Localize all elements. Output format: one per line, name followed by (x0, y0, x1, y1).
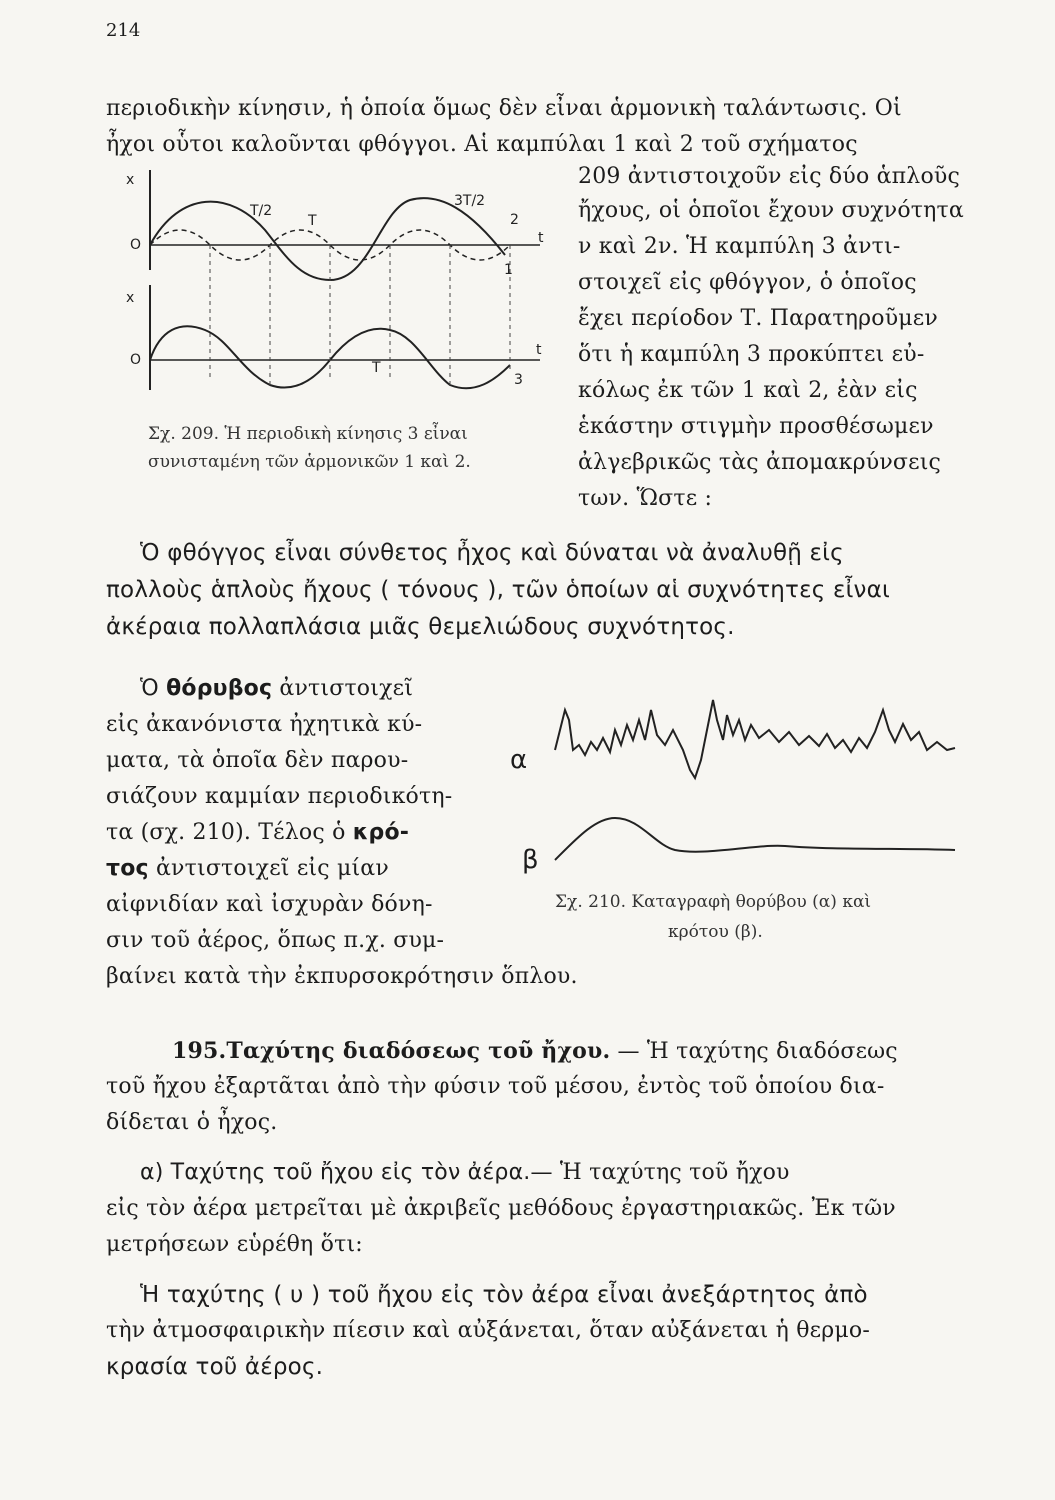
fig209-t-lower: T (372, 360, 381, 376)
rule1-line-2: πολλοὺς ἁπλοὺς ἤχους ( τόνους ), τῶν ὁποίων αἱ συχνότητες εἶναι (106, 577, 890, 603)
noise-l5a: τα (σχ. 210). Τέλος ὁ (106, 820, 353, 845)
noise-line-2: εἰς ἀκανόνιστα ἠχητικὰ κύ- (106, 712, 423, 737)
figure-210-noise-trace (555, 690, 960, 790)
figure-210-crack-trace (555, 810, 960, 870)
noise-term-krotos-a: κρό- (352, 820, 410, 845)
rule2-line-1: Ἡ ταχύτης ( υ ) τοῦ ἤχου εἰς τὸν ἀέρα εἶναι ἀνεξάρτητος ἀπὸ (140, 1282, 868, 1308)
noise-term-krotos-b: τος (106, 856, 149, 881)
fig210-caption-2: κρότου (β). (668, 922, 763, 942)
subheading-speed-air: α) Ταχύτης τοῦ ἤχου εἰς τὸν ἀέρα. (140, 1160, 531, 1185)
noise-line-1 (140, 676, 413, 701)
noise-line-3: ματα, τὰ ὁποῖα δὲν παρου- (106, 748, 409, 773)
fig209-curve-1 (150, 198, 505, 280)
section-195-line-6: μετρήσεων εὑρέθη ὅτι: (106, 1232, 363, 1257)
fig210-caption-1: Σχ. 210. Καταγραφὴ θορύβου (α) καὶ (555, 892, 872, 912)
rule1-line-1: Ὁ φθόγγος εἶναι σύνθετος ἦχος καὶ δύναται νὰ ἀναλυθῇ εἰς (140, 540, 844, 566)
noise-l1c: ἀντιστοιχεῖ (272, 676, 414, 701)
intro-line-2: ἦχοι οὗτοι καλοῦνται φθόγγοι. Αἱ καμπύλαι 1 καὶ 2 τοῦ σχήματος (106, 132, 858, 157)
noise-l1a: Ὁ (140, 676, 167, 701)
fig209-half-t: T/2 (250, 203, 273, 219)
intro-right-6: ὅτι ἡ καμπύλη 3 προκύπτει εὐ- (578, 342, 925, 367)
intro-right-4: στοιχεῖ εἰς φθόγγον, ὁ ὁποῖος (578, 270, 917, 295)
section-195-l4b: — Ἡ ταχύτης τοῦ ἤχου (530, 1160, 790, 1185)
fig209-t-upper: T (308, 213, 317, 229)
intro-right-1: 209 ἀντιστοιχοῦν εἰς δύο ἁπλοῦς (578, 164, 960, 189)
intro-right-7: κόλως ἐκ τῶν 1 καὶ 2, ἐὰν εἰς (578, 378, 918, 403)
section-195-line-3: δίδεται ὁ ἦχος. (106, 1110, 278, 1135)
rule1-line-3: ἀκέραια πολλαπλάσια μιᾶς θεμελιώδους συχνότητος. (106, 614, 735, 640)
fig209-caption-1: Σχ. 209. Ἡ περιοδικὴ κίνησις 3 εἶναι (148, 424, 468, 444)
fig209-o-lower: O (130, 352, 142, 368)
noise-term-thoryvos: θόρυβος (166, 676, 273, 701)
fig209-curve1-label: 1 (504, 262, 513, 278)
intro-right-10: των. Ὥστε : (578, 486, 713, 511)
fig209-o-upper: O (130, 237, 142, 253)
fig210-label-a: α (510, 745, 528, 775)
fig209-x-label-lower: x (126, 290, 135, 306)
fig209-three-half-t: 3T/2 (454, 193, 486, 209)
figure-209 (120, 170, 550, 400)
fig209-t-axis-lower: t (536, 342, 542, 358)
noise-line-9: βαίνει κατὰ τὴν ἐκπυρσοκρότησιν ὅπλου. (106, 964, 578, 989)
rule2-line-3: κρασία τοῦ ἀέρος. (106, 1354, 324, 1380)
section-195-heading: 195.Ταχύτης διαδόσεως τοῦ ἤχου. (172, 1038, 611, 1064)
noise-line-5 (106, 820, 409, 845)
fig210-label-b: β (522, 845, 539, 875)
fig209-curve3-label: 3 (514, 372, 523, 388)
noise-line-6 (106, 856, 389, 881)
section-195-head-rest: — Ἡ ταχύτης διαδόσεως (610, 1039, 898, 1064)
rule2-line-2: τὴν ἀτμοσφαιρικὴν πίεσιν καὶ αὐξάνεται, ὅταν αὐξάνεται ἡ θερμο- (106, 1318, 870, 1343)
fig209-x-label-upper: x (126, 172, 135, 188)
intro-right-3: ν καὶ 2ν. Ἡ καμπύλη 3 ἀντι- (578, 234, 901, 259)
intro-right-5: ἔχει περίοδον Τ. Παρατηροῦμεν (578, 306, 938, 331)
intro-right-2: ἤχους, οἱ ὁποῖοι ἔχουν συχνότητα (578, 198, 964, 223)
fig209-t-axis-upper: t (538, 230, 544, 246)
noise-line-8: σιν τοῦ ἀέρος, ὅπως π.χ. συμ- (106, 928, 445, 953)
section-195-heading-line (172, 1038, 898, 1064)
page-number: 214 (106, 20, 141, 41)
noise-line-7: αἰφνιδίαν καὶ ἰσχυρὰν δόνη- (106, 892, 433, 917)
noise-l6b: ἀντιστοιχεῖ εἰς μίαν (148, 856, 389, 881)
section-195-line-5: εἰς τὸν ἀέρα μετρεῖται μὲ ἀκριβεῖς μεθόδους ἐργαστηριακῶς. Ἐκ τῶν (106, 1196, 896, 1221)
fig209-caption-2: συνισταμένη τῶν ἁρμονικῶν 1 καὶ 2. (148, 452, 471, 472)
section-195-line-4 (140, 1160, 790, 1185)
fig209-curve2-label: 2 (510, 212, 519, 228)
intro-right-8: ἑκάστην στιγμὴν προσθέσωμεν (578, 414, 934, 439)
intro-right-9: ἀλγεβρικῶς τὰς ἀπομακρύνσεις (578, 450, 942, 475)
section-195-line-2: τοῦ ἤχου ἐξαρτᾶται ἀπὸ τὴν φύσιν τοῦ μέσου, ἐντὸς τοῦ ὁποίου δια- (106, 1074, 885, 1099)
intro-line-1: περιοδικὴν κίνησιν, ἡ ὁποία ὅμως δὲν εἶναι ἁρμονικὴ ταλάντωσις. Οἱ (106, 96, 902, 121)
noise-line-4: σιάζουν καμμίαν περιοδικότη- (106, 784, 453, 809)
